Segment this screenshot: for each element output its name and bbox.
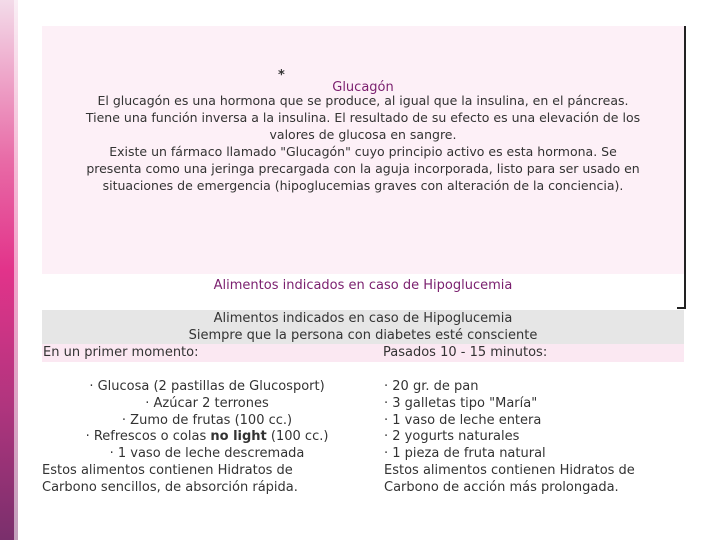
moments-row <box>42 344 684 362</box>
list-item: · Glucosa (2 pastillas de Glucosport) <box>89 379 325 394</box>
list-item: · 2 yogurts naturales <box>384 429 520 445</box>
description-line: valores de glucosa en sangre. <box>269 126 457 142</box>
list-item-refrescos <box>42 429 372 446</box>
slow-carbs-note-line: Estos alimentos contienen Hidratos de <box>384 462 635 478</box>
description-line: El glucagón es una hormona que se produce, al igual que la insulina, en el páncreas. <box>97 93 629 108</box>
glucagon-title: Glucagón <box>332 80 394 95</box>
glucagon-description <box>44 93 682 194</box>
moment-later-label: Pasados 10 - 15 minutos: <box>383 345 548 360</box>
list-item: · 1 vaso de leche descremada <box>109 446 305 462</box>
slow-carbs-note-line: Carbono de acción más prolongada. <box>384 479 619 495</box>
list-item: · 1 pieza de fruta natural <box>384 446 546 462</box>
table-title: Alimentos indicados en caso de Hipoglucemia <box>213 311 513 326</box>
table-header <box>42 310 684 344</box>
list-item: · Azúcar 2 terrones <box>145 395 269 411</box>
glucagon-panel <box>42 26 684 274</box>
list-item: · 1 vaso de leche entera <box>384 412 542 428</box>
asterisk-bullet: * <box>278 68 285 83</box>
description-line: situaciones de emergencia (hipoglucemias graves con alteración de la conciencia). <box>102 177 624 193</box>
list-item: · 20 gr. de pan <box>384 379 479 394</box>
description-line: Tiene una función inversa a la insulina. El resultado de su efecto es una elevación de los <box>85 109 641 125</box>
fast-carbs-note-line: Estos alimentos contienen Hidratos de <box>42 462 293 478</box>
slow-carbs-column <box>384 379 680 497</box>
refrescos-text: · Refrescos o colas <box>85 429 211 445</box>
refrescos-volume: (100 cc.) <box>266 429 329 445</box>
foods-table <box>42 362 684 516</box>
description-line: Existe un fármaco llamado "Glucagón" cuyo principio activo es esta hormona. Se <box>109 143 617 159</box>
fast-carbs-note-line: Carbono sencillos, de absorción rápida. <box>42 479 298 495</box>
section-title: Alimentos indicados en caso de Hipoglucemia <box>42 274 684 304</box>
no-light-emphasis: no light <box>210 429 267 445</box>
decorative-side-band <box>0 0 18 540</box>
list-item: · 3 galletas tipo "María" <box>384 395 538 411</box>
fast-carbs-column <box>42 379 372 497</box>
description-line: presenta como una jeringa precargada con la aguja incorporada, listo para ser usado en <box>86 160 640 176</box>
moment-first-label: En un primer momento: <box>43 345 199 360</box>
list-item: · Zumo de frutas (100 cc.) <box>121 412 293 428</box>
table-subtitle: Siempre que la persona con diabetes esté consciente <box>188 328 538 343</box>
